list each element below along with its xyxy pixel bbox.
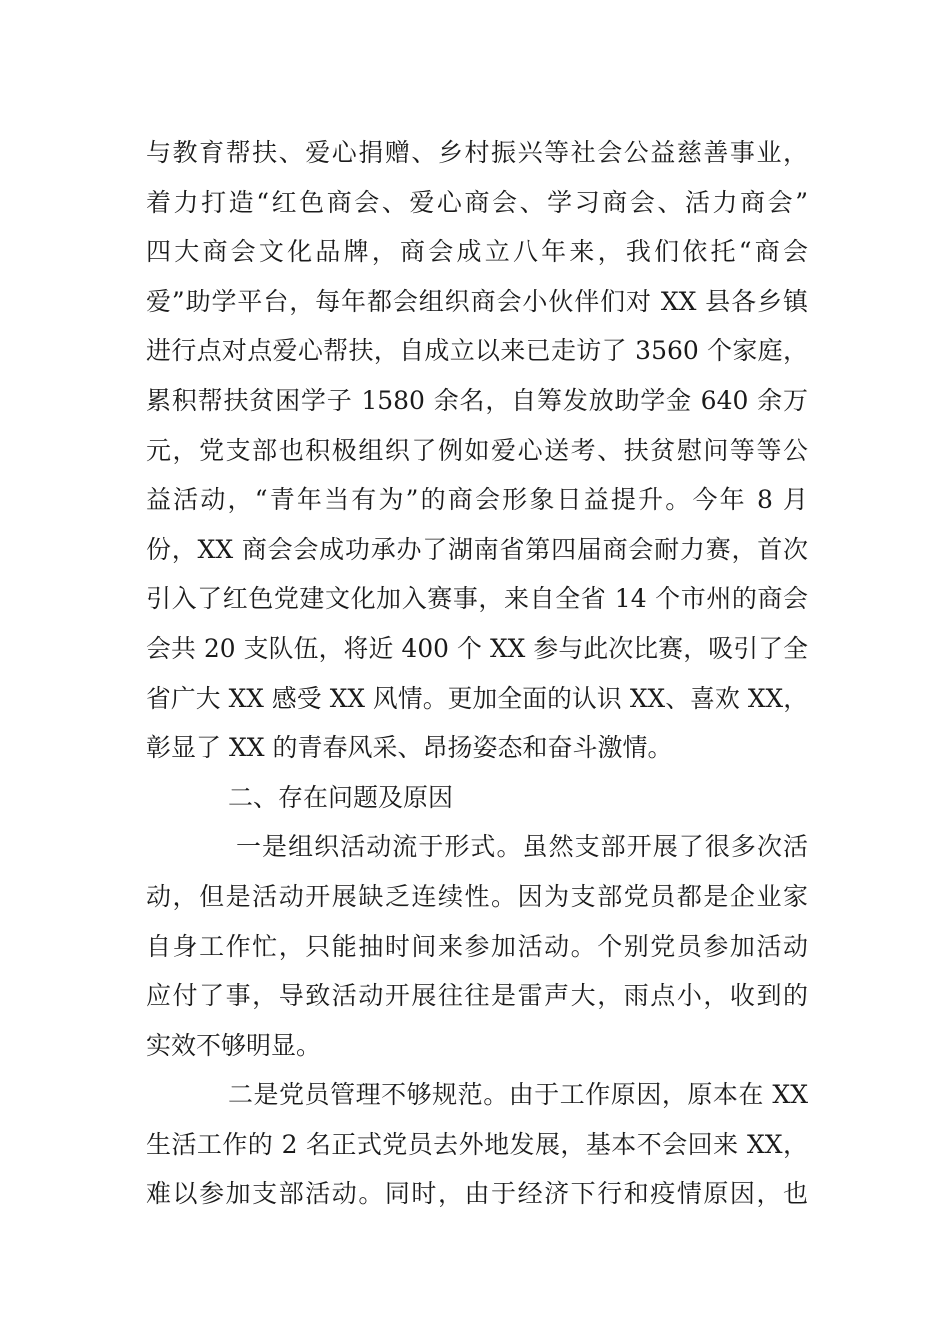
body-line-18: 应付了事，导致活动开展往往是雷声大，雨点小，收到的: [146, 981, 808, 1011]
body-line-11: 会共 20 支队伍，将近 400 个 XX 参与此次比赛，吸引了全: [146, 633, 808, 663]
body-line-16: 动，但是活动开展缺乏连续性。因为支部党员都是企业家: [146, 881, 808, 911]
body-line-10: 引入了红色党建文化加入赛事，来自全省 14 个市州的商会: [146, 584, 808, 614]
body-line-17: 自身工作忙，只能抽时间来参加活动。个别党员参加活动: [146, 931, 808, 961]
body-line-4: 爱”助学平台，每年都会组织商会小伙伴们对 XX 县各乡镇: [146, 286, 808, 316]
body-line-8: 益活动，“青年当有为”的商会形象日益提升。今年 8 月: [146, 485, 808, 515]
body-line-13: 彰显了 XX 的青春风采、昂扬姿态和奋斗激情。: [146, 733, 673, 763]
body-line-12: 省广大 XX 感受 XX 风情。更加全面的认识 XX、喜欢 XX，: [146, 683, 808, 713]
body-line-19: 实效不够明显。: [146, 1030, 322, 1060]
body-line-5: 进行点对点爱心帮扶，自成立以来已走访了 3560 个家庭，: [146, 336, 808, 366]
body-line-20: 二是党员管理不够规范。由于工作原因，原本在 XX: [228, 1080, 808, 1110]
body-line-22: 难以参加支部活动。同时，由于经济下行和疫情原因，也: [146, 1179, 808, 1209]
body-line-2: 着力打造“红色商会、爱心商会、学习商会、活力商会”: [146, 187, 808, 217]
body-line-6: 累积帮扶贫困学子 1580 余名，自筹发放助学金 640 余万: [146, 385, 808, 415]
body-line-9: 份，XX 商会会成功承办了湖南省第四届商会耐力赛，首次: [146, 534, 808, 564]
body-line-7: 元，党支部也积极组织了例如爱心送考、扶贫慰问等等公: [146, 435, 808, 465]
body-line-21: 生活工作的 2 名正式党员去外地发展，基本不会回来 XX，: [146, 1129, 808, 1159]
section-heading: 二、存在问题及原因: [228, 782, 454, 812]
document-body: [146, 128, 808, 1219]
body-line-15: 一是组织活动流于形式。虽然支部开展了很多次活: [236, 832, 808, 862]
body-line-3: 四大商会文化品牌，商会成立八年来，我们依托“商会: [146, 237, 808, 267]
body-line-1: 与教育帮扶、爱心捐赠、乡村振兴等社会公益慈善事业，: [146, 138, 808, 167]
